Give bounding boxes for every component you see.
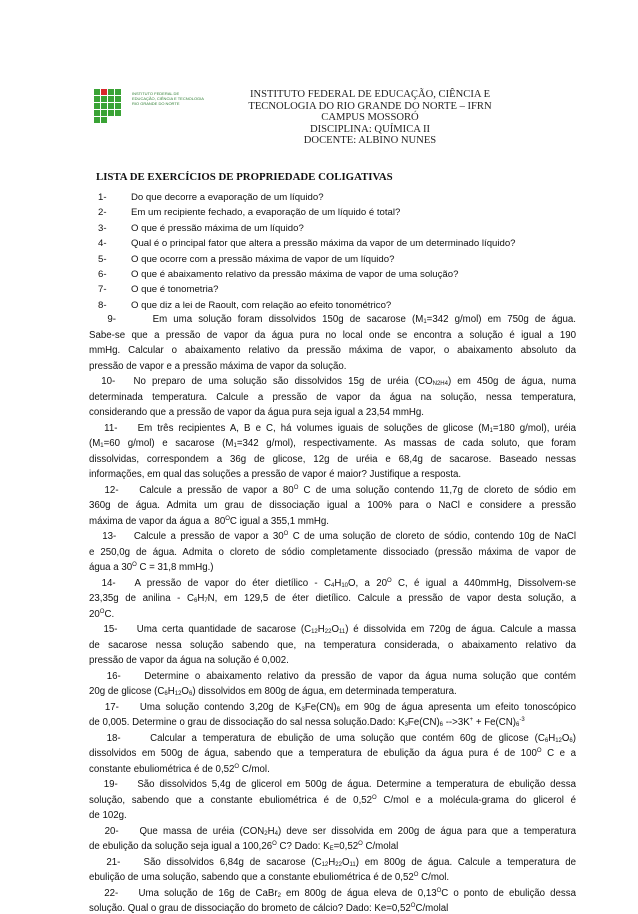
question-line: 23,35g de anilina - $C_6H_7N$, em 129,5 de éter dietílico. Calcule a pressão de vapor desta solução, a [89, 593, 576, 604]
question-line: 18- Calcular a temperatura de ebulição de uma solução que contém 60g de glicose $(C_6H_{12}O_6)$ [89, 732, 576, 744]
question-line: 16- Determine o abaixamento relativo da pressão de vapor da água numa solução que contém [89, 670, 576, 682]
logo-square [101, 103, 107, 109]
question-line: 360g de água. Admita um grau de dissociação igual a 100% para o NaCl e considere a pressão [89, 500, 576, 511]
header-line: TECNOLOGIA DO RIO GRANDE DO NORTE – IFRN [248, 100, 492, 112]
question-text: O que é abaixamento relativo da pressão máxima de vapor de uma solução? [131, 269, 459, 280]
logo-square [94, 96, 100, 102]
logo-square [108, 110, 114, 116]
question-line: 12- Calcule a pressão de vapor a $80^O$ C de uma solução contendo 11,7g de cloreto de sódio em [89, 484, 576, 496]
question-line: 19- São dissolvidos 5,4g de glicerol em 500g de água. Determine a temperatura de ebulição dessa [89, 779, 576, 790]
question-line: 14- A pressão de vapor do éter dietílico - $C_4H_{10}O$, a $20^O$ C, é igual a 440mmHg, Dissolvem-se [89, 577, 576, 589]
question-text: O que é pressão máxima de um líquido? [131, 222, 304, 234]
logo-square [94, 117, 100, 123]
question-line: Sabe-se que a pressão de vapor da água pura no local onde se encontra a solução é igual a 190 [89, 329, 576, 341]
logo-square [101, 96, 107, 102]
question-line: dissolvidos em 500g de água, sabendo que a temperatura de ebulição da água pura é de $100^O$ C e a [89, 748, 576, 759]
question-line: e 250,0g de água. Admita o cloreto de sódio completamente dissociado (pressão máxima de vapor de [89, 546, 576, 558]
question-line: 11- Em três recipientes A, B e C, há volumes iguais de soluções de glicose ($M_1=180$ g/mol), uréia [89, 422, 576, 434]
question-line: máxima de vapor da água a $80^OC$ igual a 355,1 mmHg. [89, 515, 329, 527]
logo-square [115, 103, 121, 109]
logo-square [101, 110, 107, 116]
question-number: 7- [98, 284, 107, 296]
question-line: dissolvidas, correspondem a 36g de glicose, 12g de uréia e 68,4g de sacarose. Baseado nessas [89, 453, 576, 465]
question-line: solução. Qual o grau de dissociação do brometo de cálcio? Dado: $Ke=0,52^OC$/molal [89, 903, 449, 914]
question-line: de 0,005. Determine o grau de dissociação do sal nessa solução.Dado: $K_3Fe(CN)_6$ $-->3K^+ + Fe(CN)_6^{-3}$ [89, 717, 525, 728]
logo-square [108, 89, 114, 95]
header-line: INSTITUTO FEDERAL DE EDUCAÇÃO, CIÊNCIA E [249, 89, 491, 100]
logo-square [101, 117, 107, 123]
logo-square [115, 110, 121, 116]
institution-header [200, 89, 540, 147]
question-text: Qual é o principal fator que altera a pressão máxima da vapor de um determinado líquido? [131, 238, 516, 250]
question-line: 22- Uma solução de 16g de CaBr$_2$ em 800g de água eleva de $0,13^OC$ o ponto de ebulição dessa [89, 887, 576, 899]
header-line: CAMPUS MOSSORÓ [321, 112, 419, 124]
question-number: 3- [98, 222, 107, 234]
question-line: 13- Calcule a pressão de vapor a $30^O$ C de uma solução de cloreto de sódio, contendo 10g de NaCl [89, 531, 576, 542]
question-number: 5- [98, 253, 107, 265]
question-number: 8- [98, 299, 107, 311]
logo-square [115, 89, 121, 95]
question-number: 1- [98, 192, 107, 203]
question-line: 20- Que massa de uréia $(CON_2H_4)$ deve ser dissolvida em 200g de água para que a temperatura [89, 825, 576, 837]
question-text: O que diz a lei de Raoult, com relação ao efeito tonométrico? [131, 299, 392, 311]
logo-square [94, 103, 100, 109]
logo-caption: INSTITUTO FEDERAL DE EDUCAÇÃO, CIÊNCIA E TECNOLOGIA RIO GRANDE DO NORTE [132, 91, 204, 106]
question-number: 4- [98, 238, 107, 250]
header-line: DOCENTE: ALBINO NUNES [303, 135, 437, 147]
question-line: constante ebuliométrica é de $0,52^O$ C/mol. [89, 763, 270, 775]
question-line: mmHg. Calcular o abaixamento relativo da pressão máxima de vapor, o abaixamento absoluto da [89, 345, 576, 356]
question-number: 6- [98, 269, 107, 280]
question-line: $20^OC$. [89, 608, 115, 620]
question-line: de 102g. [89, 810, 127, 821]
header-line: DISCIPLINA: QUÍMICA II [309, 123, 431, 135]
logo-square [115, 96, 121, 102]
question-line: de sacarose nessa solução sabendo que, na temperatura considerada, o abaixamento relativo da [89, 639, 576, 651]
question-line: ebulição de uma solução, sabendo que a constante ebuliométrica é de $0,52^O$ C/mol. [89, 872, 450, 883]
logo-square [108, 103, 114, 109]
question-line: 15- Uma certa quantidade de sacarose $(C_{12}H_{22}O_{11})$ é dissolvida em 720g de água. Calcule a massa [89, 624, 576, 635]
question-text: Em um recipiente fechado, a evaporação de um líquido é total? [131, 207, 401, 219]
question-line: considerando que a pressão de vapor da água pura seja igual a 23,54 mmHg. [89, 407, 424, 418]
question-line: pressão de vapor e a pressão máxima de vapor da solução. [89, 360, 347, 372]
question-text: O que ocorre com a pressão máxima de vapor de um líquido? [131, 253, 395, 265]
question-line: 9- Em uma solução foram dissolvidos 150g de sacarose ($M_1=342$ g/mol) em 750g de água. [89, 314, 576, 325]
question-line: de ebulição da solução seja igual a $100,26^O$ C? Dado: $K_E=0,52^O$ C/molal [89, 841, 399, 852]
question-line: 10- No preparo de uma solução são dissolvidos 15g de uréia $(CO_{N2H4})$ em 450g de água, numa [89, 376, 576, 387]
question-line: água a $30^O$ C = 31,8 mmHg.) [89, 562, 214, 573]
question-line: 20g de glicose $(C_6H_{12}O_6)$ dissolvidos em 800g de água, em determinada temperatura. [89, 686, 457, 697]
question-line: 17- Uma solução contendo 3,20g de $K_3Fe(CN)_6$ em 90g de água apresenta um efeito tonoscópico [89, 701, 576, 713]
logo-square [101, 89, 107, 95]
list-title: LISTA DE EXERCÍCIOS DE PROPRIEDADE COLIGATIVAS [96, 171, 393, 183]
ifrn-logo [94, 85, 214, 129]
question-line: solução, sabendo que a constante ebuliométrica é de $0,52^O$ C/mol e a molécula-grama do glicerol é [89, 794, 576, 806]
question-line: 21- São dissolvidos 6,84g de sacarose $(C_{12}H_{22}O_{11})$ em 800g de água. Calcule a temperatura de [89, 856, 576, 868]
question-number: 2- [98, 207, 107, 219]
logo-square [94, 110, 100, 116]
question-line: pressão de vapor da água na solução é 0,002. [89, 655, 289, 666]
logo-square [94, 89, 100, 95]
logo-square [108, 96, 114, 102]
question-line: informações, em qual das soluções a pressão de vapor é maior? Justifique a resposta. [89, 469, 462, 480]
question-line: determinada temperatura. Calcule a pressão de vapor da água na solução, nessa temperatura, [89, 391, 576, 403]
question-text: O que é tonometria? [131, 284, 219, 296]
question-line: ($M_1=60$ g/mol) e sacarose ($M_1=342$ g/mol), respectivamente. As massas de cada soluto, que foram [89, 438, 576, 449]
question-text: Do que decorre a evaporação de um líquido? [131, 192, 324, 203]
